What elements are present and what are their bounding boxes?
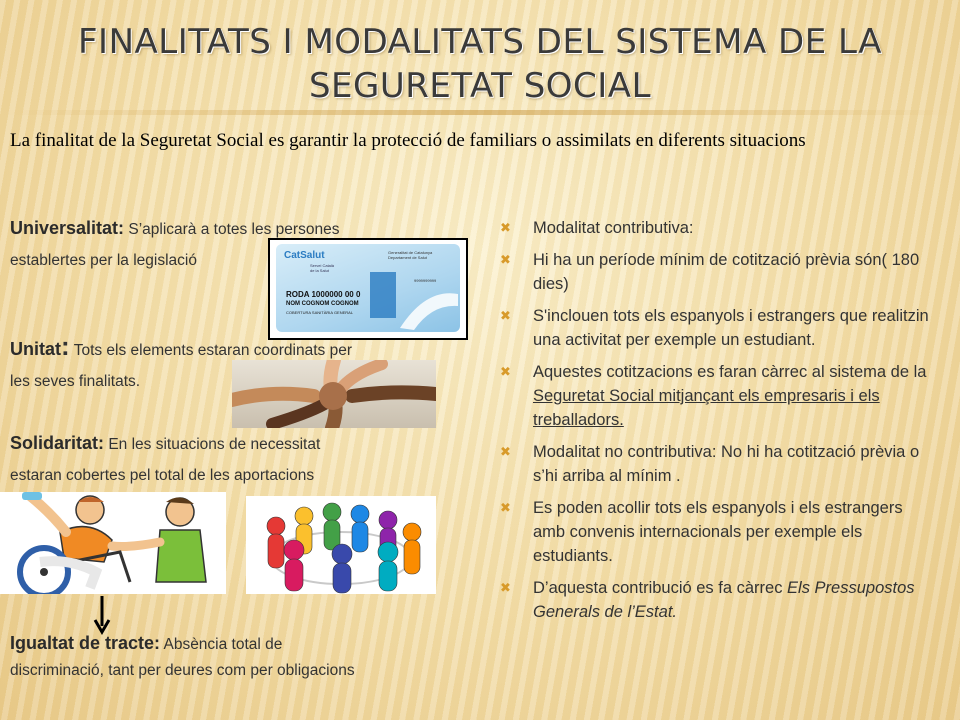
hands-illustration	[232, 360, 436, 428]
igualtat-text-2: discriminació, tant per deures com per obligacions	[10, 662, 355, 679]
slide-title	[0, 20, 960, 108]
people-circle-image	[246, 496, 436, 594]
card-brand-sub: Servei Català de la Salut	[310, 263, 335, 273]
universalitat-text-1: S’aplicarà a totes les persones	[124, 221, 340, 238]
igualtat-text-1: Absència total de	[160, 636, 283, 653]
solidaritat-label: Solidaritat:	[10, 433, 105, 453]
down-arrow-icon	[92, 596, 112, 636]
list-item: ✖ Hi ha un període mínim de cotització prèvia són( 180 dies)	[500, 248, 930, 296]
solidaritat-text-1: En les situacions de necessitat	[104, 436, 321, 453]
modalitats-list	[500, 216, 930, 632]
title-underline	[0, 110, 960, 115]
card-code: 9999999999	[414, 278, 437, 283]
solidaritat-text-2: estaran cobertes pel total de les aportacions	[10, 467, 315, 484]
unitat-colon: :	[61, 331, 70, 361]
solidaritat-block	[10, 428, 480, 491]
underlined-text: Seguretat Social mitjançant els empresaris i els treballadors.	[533, 387, 880, 429]
catsalut-card-image	[268, 238, 468, 340]
x-bullet-icon: ✖	[500, 500, 511, 515]
intro-text: La finalitat de la Seguretat Social es garantir la protecció de familiars o assimilats en diferents situacions	[10, 130, 806, 151]
wheelchair-illustration	[0, 492, 226, 594]
health-card	[276, 244, 460, 332]
card-name: NOM COGNOM COGNOM	[286, 301, 359, 307]
list-item: ✖ Modalitat no contributiva: No hi ha cotització prèvia o s’hi arriba al mínim .	[500, 440, 930, 488]
italic-text: Els Pressupostos Generals de l’Estat.	[533, 579, 915, 621]
igualtat-label: Igualtat de tracte:	[10, 633, 161, 653]
wheelchair-help-image	[0, 492, 226, 594]
x-bullet-icon: ✖	[500, 252, 511, 267]
x-bullet-icon: ✖	[500, 308, 511, 323]
list-item: ✖ Es poden acollir tots els espanyols i els estrangers amb convenis internacionals per exemple els estudiants.	[500, 496, 930, 568]
joined-hands-image	[232, 360, 436, 428]
x-bullet-icon: ✖	[500, 364, 511, 379]
universalitat-label: Universalitat:	[10, 218, 125, 238]
list-item: ✖ S'inclouen tots els espanyols i estrangers que realitzin una activitat per exemple un estudiant.	[500, 304, 930, 352]
title-line-2: SEGURETAT SOCIAL	[308, 66, 652, 106]
people-circle-illustration	[246, 496, 436, 594]
list-item: ✖ D’aquesta contribució es fa càrrec Els Pressupostos Generals de l’Estat.	[500, 576, 930, 624]
card-id: RODA 1000000 00 0	[286, 290, 361, 299]
card-logo-shape	[370, 272, 396, 318]
unitat-label: Unitat	[10, 339, 61, 359]
card-swoosh	[396, 284, 460, 332]
list-item: ✖ Modalitat contributiva:	[500, 216, 930, 240]
unitat-text-2: les seves finalitats.	[10, 373, 141, 390]
unitat-text-1: Tots els elements estaran coordinats per	[69, 342, 352, 359]
x-bullet-icon: ✖	[500, 444, 511, 459]
card-generalitat: Generalitat de Catalunya Departament de Salut	[388, 250, 433, 260]
universalitat-text-2: establertes per la legislació	[10, 252, 197, 269]
igualtat-block	[10, 630, 480, 684]
title-line-1: FINALITATS I MODALITATS DEL SISTEMA DE LA	[77, 22, 882, 62]
card-coverage: COBERTURA SANITÀRIA GENERAL	[286, 310, 354, 315]
list-item: ✖ Aquestes cotitzacions es faran càrrec al sistema de la Seguretat Social mitjançant els empresaris i els treballadors.	[500, 360, 930, 432]
x-bullet-icon: ✖	[500, 580, 511, 595]
card-brand: CatSalut	[284, 250, 325, 261]
x-bullet-icon: ✖	[500, 220, 511, 235]
